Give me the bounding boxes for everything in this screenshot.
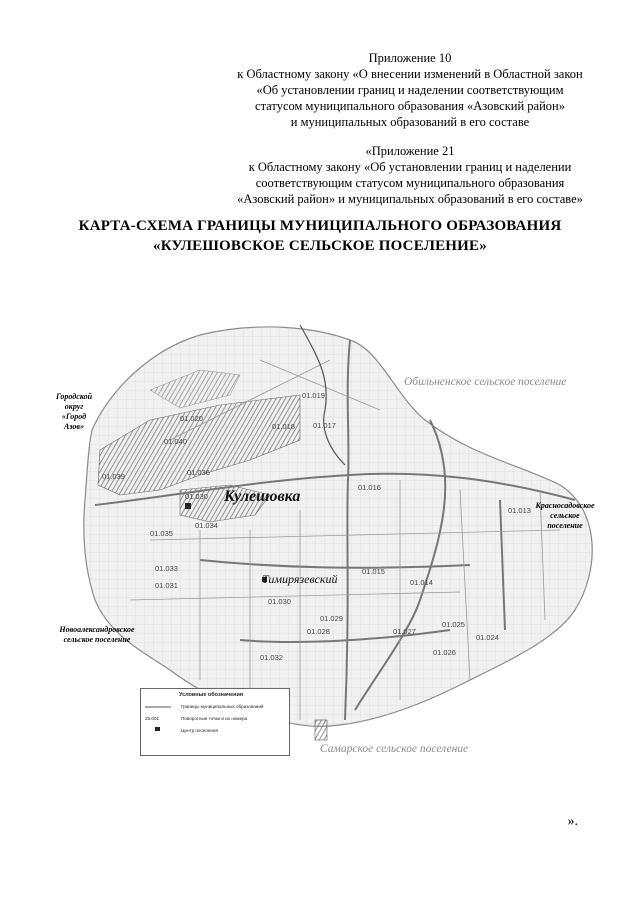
turning-point-label: 01.027 (393, 627, 416, 636)
boundary-line-icon (145, 705, 171, 709)
settlement-center-marker (185, 503, 191, 509)
annex-10-line: статусом муниципального образования «Азовский район» (255, 99, 565, 113)
turning-point-label: 01.030 (268, 597, 291, 606)
title-line-2: «КУЛЕШОВСКОЕ СЕЛЬСКОЕ ПОСЕЛЕНИЕ» (153, 238, 487, 254)
turning-point-label: 01.035 (150, 529, 173, 538)
turning-point-label: 01.025 (442, 620, 465, 629)
village-label-kuleshovka: Кулешовка (224, 488, 301, 505)
turning-point-label: 01.020 (180, 414, 203, 423)
annex-21-block (200, 143, 620, 207)
turning-point-label: 01.017 (313, 421, 336, 430)
turning-point-label: 01.019 (302, 391, 325, 400)
legend-title: Условные обозначения (179, 692, 244, 698)
neighbor-label-south: Самарское сельское поселение (320, 743, 469, 755)
map-area (0, 300, 640, 770)
annex-10-line: Приложение 10 (368, 51, 452, 65)
map-legend (140, 688, 290, 756)
map-drawing (0, 300, 640, 770)
annex-21-line: к Областному закону «Об установлении границ и наделении (248, 160, 572, 174)
annex-10-line: и муниципальных образований в его составе (290, 115, 530, 129)
turning-point-label: 01.015 (362, 567, 385, 576)
neighbor-label-krasnosad: Красносадовское сельское поселение (535, 501, 595, 530)
turning-point-label: 01.026 (433, 648, 456, 657)
legend-row-boundary (145, 703, 285, 711)
turning-point-label: 01.031 (155, 581, 178, 590)
turning-point-label: 01.018 (272, 422, 295, 431)
neighbor-label-north: Обильненское сельское поселение (404, 376, 567, 388)
neighbor-label-novoaleks: Новоалександровское сельское поселение (59, 625, 135, 644)
legend-row-center (145, 727, 285, 735)
closing-mark: ». (567, 814, 578, 829)
turning-point-label: 01.028 (307, 627, 330, 636)
village-label-timiryazevsky: Тимирязевский (262, 572, 338, 586)
annex-10-line: «Об установлении границ и наделении соответствующим (256, 83, 564, 97)
annex-21-line: «Приложение 21 (365, 144, 455, 158)
turning-point-label: 01.039 (102, 472, 125, 481)
turning-point-label: 01.034 (195, 521, 218, 530)
turning-point-label: 01.030 (185, 492, 208, 501)
turning-point-label: 01.014 (410, 578, 433, 587)
turning-point-label: 01.040 (164, 437, 187, 446)
turning-point-label: 01.024 (476, 633, 499, 642)
turning-point-label: 01.013 (508, 506, 531, 515)
turning-point-label: 01.036 (187, 468, 210, 477)
turning-point-label: 01.032 (260, 653, 283, 662)
legend-symbol-text: 25.001 (145, 716, 160, 721)
legend-label: Границы муниципальных образований (181, 704, 264, 709)
settlement-center-icon (145, 727, 171, 731)
page-title (20, 216, 620, 256)
legend-label: Центр поселения (181, 728, 218, 733)
title-line-1: КАРТА-СХЕМА ГРАНИЦЫ МУНИЦИПАЛЬНОГО ОБРАЗОВАНИЯ (78, 218, 562, 234)
neighbor-label-azov: Городской округ «Город Азов» (55, 392, 93, 431)
settlement-block (315, 720, 327, 740)
legend-label: Поворотные точки и их номера (181, 716, 248, 721)
annex-21-line: «Азовский район» и муниципальных образований в его составе» (237, 192, 583, 206)
turning-point-label: 01.029 (320, 614, 343, 623)
annex-21-line: соответствующим статусом муниципального образования (255, 176, 565, 190)
annex-10-line: к Областному закону «О внесении изменений в Областной закон (237, 67, 583, 81)
turning-point-label: 01.033 (155, 564, 178, 573)
annex-10-block (200, 50, 620, 130)
turning-point-label: 01.016 (358, 483, 381, 492)
legend-row-points (145, 715, 285, 723)
